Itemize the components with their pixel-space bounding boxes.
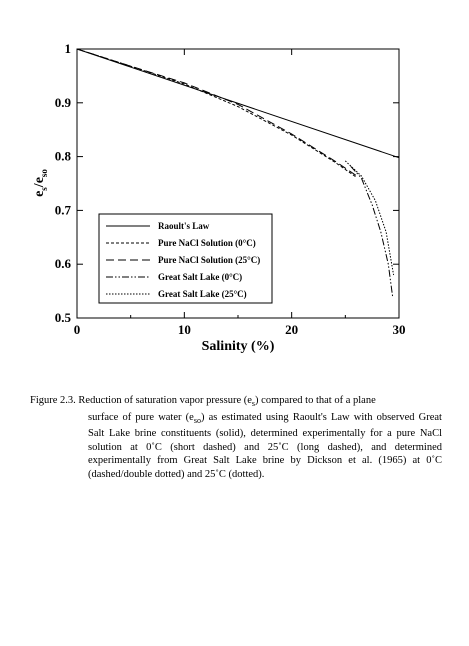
caption-line2-end: ) as estimated using Raoult's Law with observed Great Salt Lake brine constituents (solid), determined experimentally for a pure NaCl solution at 0˚C (short dashed) and 25˚C (long dashed), and determined experimentally from Great Salt Lake brine by Dickson et al. (1965) at 0˚C (dashed/double dotted) and 25˚C (dotted).: [88, 411, 442, 480]
series-line-2: [77, 49, 356, 177]
series-line-4: [351, 166, 393, 296]
legend: [99, 214, 272, 303]
legend-label-3: Pure NaCl Solution (25°C): [158, 255, 261, 265]
legend-label-5: Great Salt Lake (25°C): [158, 289, 247, 299]
y-tick-label: 0.8: [54, 148, 71, 164]
caption-sub-so: so: [193, 415, 201, 425]
x-axis-title: Salinity (%): [201, 339, 275, 354]
legend-label-2: Pure NaCl Solution (0°C): [158, 238, 256, 248]
y-axis-title: $e_s/e_{so}$: [32, 169, 49, 197]
y-tick-label: 0.6: [54, 256, 71, 272]
x-tick-label: 30: [392, 322, 406, 337]
x-tick-label: 20: [285, 322, 299, 337]
x-tick-label: 0: [73, 322, 81, 337]
x-tick-label: 10: [177, 322, 191, 337]
caption-line1-end: ) compared to that of a plane: [255, 395, 376, 406]
y-tick-label: 1: [64, 41, 71, 56]
series-line-1: [77, 49, 399, 158]
y-tick-label: 0.7: [54, 202, 71, 218]
legend-label-1: Raoult's Law: [158, 221, 210, 231]
series-line-3: [77, 49, 356, 175]
y-tick-label: 0.9: [54, 94, 71, 110]
caption-body: [30, 411, 442, 482]
figure-caption: [30, 394, 442, 481]
caption-sub-s: s: [251, 399, 256, 409]
y-tick-label: 0.5: [54, 310, 71, 325]
legend-label-4: Great Salt Lake (0°C): [158, 272, 243, 282]
caption-line2: surface of pure water (e: [88, 411, 194, 423]
caption-line1: Figure 2.3. Reduction of saturation vapor pressure (e: [30, 395, 252, 406]
